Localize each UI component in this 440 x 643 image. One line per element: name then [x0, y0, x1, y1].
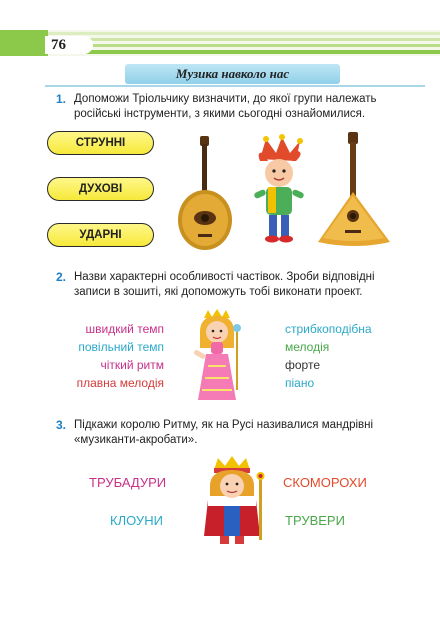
task1-line2: російські інструменти, з якими сьогодні ознайомилися.	[74, 108, 366, 120]
left-word-fast-tempo: швидкий темп	[85, 322, 164, 336]
left-word-slow-tempo: повільний темп	[78, 340, 164, 354]
word-skomorokhs: СКОМОРОХИ	[283, 475, 367, 490]
word-troubadours: ТРУБАДУРИ	[89, 475, 167, 490]
task1-line1: Допоможи Тріольчику визначити, до якої групи належать	[74, 93, 377, 105]
right-word-melody: мелодія	[285, 340, 330, 354]
group-wind-button[interactable]: ДУХОВІ	[47, 177, 154, 201]
task2-line2: записи в зошиті, які допоможуть тобі виконати проект.	[74, 286, 363, 298]
right-word-piano: піано	[285, 376, 315, 390]
task3-number: 3.	[56, 418, 67, 432]
princess-illustration	[186, 308, 248, 404]
page-number: 76	[45, 36, 93, 54]
right-word-jumpy: стрибкоподібна	[285, 322, 372, 336]
title-underline	[45, 85, 425, 87]
left-word-clear-rhythm: чіткий ритм	[100, 358, 164, 372]
group-strings-button[interactable]: СТРУННІ	[47, 131, 154, 155]
domra-icon	[176, 130, 234, 252]
task1-text	[74, 92, 414, 122]
page-title: Музика навколо нас	[125, 64, 340, 84]
task3-line1: Підкажи королю Ритму, як на Русі називалися мандрівні	[74, 419, 374, 431]
left-word-smooth-melody: плавна мелодія	[76, 376, 164, 390]
word-clowns: КЛОУНИ	[110, 513, 163, 528]
word-trouveres: ТРУВЕРИ	[285, 513, 345, 528]
task1-number: 1.	[56, 92, 67, 106]
task2-line1: Назви характерні особливості частівок. Зроби відповідні	[74, 271, 375, 283]
king-illustration	[196, 456, 268, 546]
task2-number: 2.	[56, 270, 67, 284]
jester-boy-illustration	[246, 133, 312, 245]
balalaika-icon	[314, 130, 394, 248]
task3-text	[74, 418, 414, 448]
task2-text	[74, 270, 414, 300]
right-word-forte: форте	[285, 358, 320, 372]
group-percussion-button[interactable]: УДАРНІ	[47, 223, 154, 247]
task3-line2: «музиканти-акробати».	[74, 434, 198, 446]
